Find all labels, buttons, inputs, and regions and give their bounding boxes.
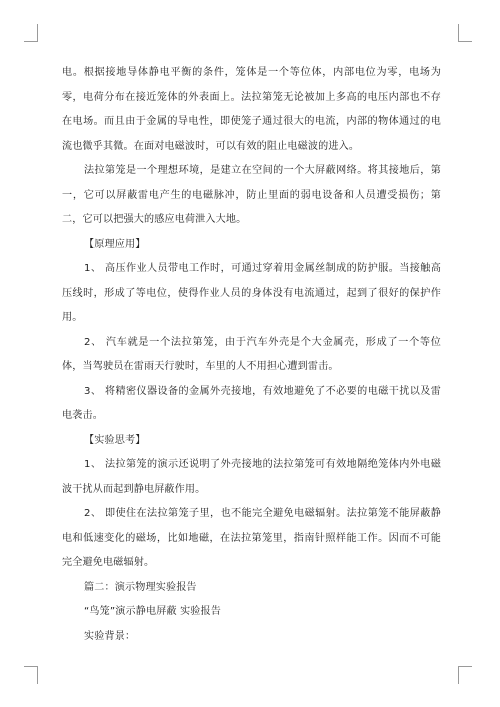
crop-mark-bottom-left-v — [37, 666, 38, 684]
subheading-experiment-background: 实验背景： — [84, 630, 136, 642]
paragraph-faraday-cage-ideal: 法拉第笼是一个理想环境，是建立在空间的一个大屏蔽网络。将其接地后，第一，它可以屏蔽雷电产生的电磁脉冲，防止里面的弱电设备和人员遭受损伤；第二，它可以把强大的感应电荷泄入大地。 — [62, 165, 441, 225]
crop-mark-top-left-v — [37, 24, 38, 42]
crop-mark-bottom-right-v — [458, 666, 459, 684]
crop-mark-top-right-h — [458, 41, 472, 42]
list-item-reflection-2: 2、 即使住在法拉第笼子里，也不能完全避免电磁辐射。法拉第笼不能屏蔽静电和低速变化的磁场，比如地磁，在法拉第笼里，指南针照样能工作。因而不可能完全避免电磁辐射。 — [62, 508, 441, 568]
section-heading-principle-application: 【原理应用】 — [84, 238, 146, 250]
list-item-application-2: 2、 汽车就是一个法拉第笼，由于汽车外壳是个大金属壳，形成了一个等位体，当驾驶员在雷雨天行驶时，车里的人不用担心遭到雷击。 — [62, 336, 441, 372]
list-item-reflection-1: 1、 法拉第笼的演示还说明了外壳接地的法拉第笼可有效地隔绝笼体内外电磁波干扰从而起到静电屏蔽作用。 — [62, 459, 441, 495]
document-body — [62, 61, 441, 649]
crop-mark-top-left-h — [24, 41, 38, 42]
report-title: “鸟笼”演示静电屏蔽 实验报告 — [84, 606, 222, 617]
section-heading-experiment-reflection: 【实验思考】 — [84, 434, 146, 446]
list-item-application-1: 1、 高压作业人员带电工作时，可通过穿着用金属丝制成的防护服。当接触高压线时，形成了等电位，使得作业人员的身体没有电流通过，起到了很好的保护作用。 — [62, 263, 441, 323]
crop-mark-bottom-left-h — [24, 666, 38, 667]
crop-mark-bottom-right-h — [458, 666, 472, 667]
chapter-title-part-two: 篇二：演示物理实验报告 — [84, 581, 197, 593]
paragraph-continuation: 电。根据接地导体静电平衡的条件，笼体是一个等位体，内部电位为零，电场为零，电荷分布在接近笼体的外表面上。法拉第笼无论被加上多高的电压内部也不存在电场。而且由于金属的导电性，即使笼子通过很大的电流，内部的物体通过的电流也微乎其微。在面对电磁波时，可以有效的阻止电磁波的进入。 — [62, 67, 441, 152]
crop-mark-top-right-v — [458, 24, 459, 42]
list-item-application-3: 3、 将精密仪器设备的金属外壳接地，有效地避免了不必要的电磁干扰以及雷电袭击。 — [62, 385, 441, 421]
